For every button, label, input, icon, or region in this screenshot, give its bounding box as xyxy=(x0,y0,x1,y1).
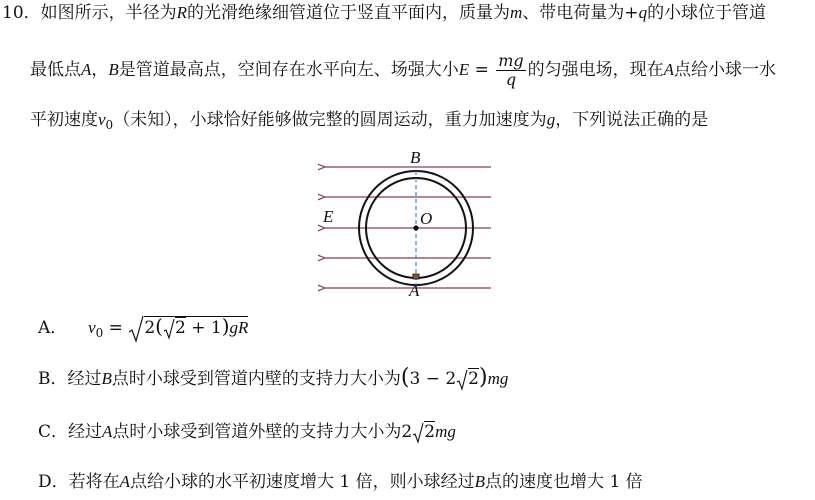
option-d[interactable]: D．若将在A点给小球的水平初速度增大 1 倍，则小球经过B点的速度也增大 1 倍 xyxy=(38,472,643,492)
radicand: 2( 2 + 1)gR xyxy=(144,314,249,338)
ball xyxy=(413,274,419,279)
label-a: A xyxy=(409,281,420,296)
question-line-3: 平初速度$v_0$（未知），小球恰好能够做完整的圆周运动，重力加速度为g，下列说法正确的是 xyxy=(30,110,709,132)
sqrt-sign-icon xyxy=(456,369,468,391)
question-number: 10． xyxy=(2,3,41,23)
option-a[interactable]: A． $v_0 = 2$( 2 + 1)gR xyxy=(38,314,248,345)
sqrt-sign-icon xyxy=(412,422,424,444)
field-fraction: $\frac{mg}{q}$ xyxy=(498,51,524,89)
sqrt-sign-icon xyxy=(163,318,175,340)
label-b: B xyxy=(410,148,421,167)
label-e: E xyxy=(323,207,334,226)
circular-pipe-diagram xyxy=(318,146,503,296)
question-line-1: 10．如图所示，半径为R的光滑绝缘细管道位于竖直平面内，质量为m、带电荷量为+q的小球位于管道 xyxy=(2,3,767,23)
option-c[interactable]: C．经过A点时小球受到管道外壁的支持力大小为2 2mg xyxy=(38,422,456,442)
sqrt-sign-icon xyxy=(128,315,144,343)
question-line-2: 最低点A，B是管道最高点，空间存在水平向左、场强大小E = $\frac{mg}{q}$ 的匀强电场，现在A点给小球一水 xyxy=(30,51,777,89)
option-b[interactable]: B．经过B点时小球受到管道内壁的支持力大小为(3 − 2 2)mg xyxy=(38,365,509,390)
label-o: O xyxy=(420,209,433,228)
center-point xyxy=(413,225,418,230)
